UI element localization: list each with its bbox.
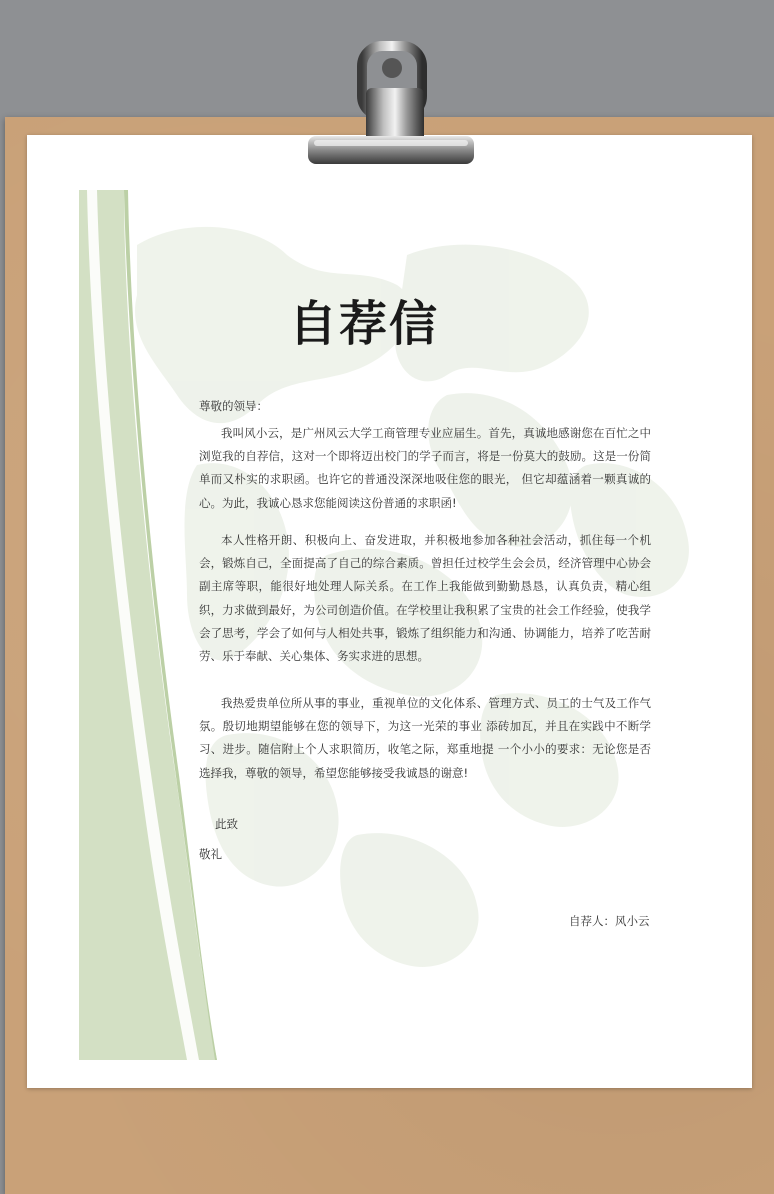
signature: 自荐人：风小云 bbox=[569, 914, 650, 928]
binder-clip-icon bbox=[300, 28, 480, 178]
paragraph-intro: 我叫风小云，是广州风云大学工商管理专业应届生。首先，真诚地感谢您在百忙之中浏览我的自荐信，这对一个即将迈出校门的学子而言，将是一份莫大的鼓励。这是一份简单而又朴实的求职函。也许它的普通没深深地吸住您的眼光， 但它却蕴涵着一颗真诚的心。为此，我诚心恳求您能阅读这份普通的求职函! bbox=[199, 426, 651, 510]
paragraph-personality: 本人性格开朗、积极向上、奋发进取，并积极地参加各种社会活动，抓住每一个机会，锻炼自己，全面提高了自己的综合素质。曾担任过校学生会会员，经济管理中心协会副主席等职，能很好地处理人际关系。在工作上我能做到勤勤恳恳，认真负责，精心组织，力求做到最好，为公司创造价值。在学校里让我积累了宝贵的社会工作经验，使我学会了思考，学会了如何与人相处共事，锻炼了组织能力和沟通、协调能力，培养了吃苦耐劳、乐于奉献、关心集体、务实求进的思想。 bbox=[199, 533, 651, 664]
closing-line-2: 敬礼 bbox=[199, 847, 222, 861]
letter-paper bbox=[27, 135, 752, 1088]
page-title: 自荐信 bbox=[289, 296, 440, 352]
closing-line-1: 此致 bbox=[215, 817, 238, 831]
salutation: 尊敬的领导： bbox=[199, 399, 268, 413]
paragraph-closing-request: 我热爱贵单位所从事的事业，重视单位的文化体系、管理方式、员工的士气及工作气氛。殷切地期望能够在您的领导下，为这一光荣的事业 添砖加瓦，并且在实践中不断学习、进步。随信附上个人求职简历，收笔之际，郑重地提 一个小小的要求：无论您是否选择我，尊敬的领导，希望您能够接受我诚恳的谢意! bbox=[199, 696, 651, 780]
